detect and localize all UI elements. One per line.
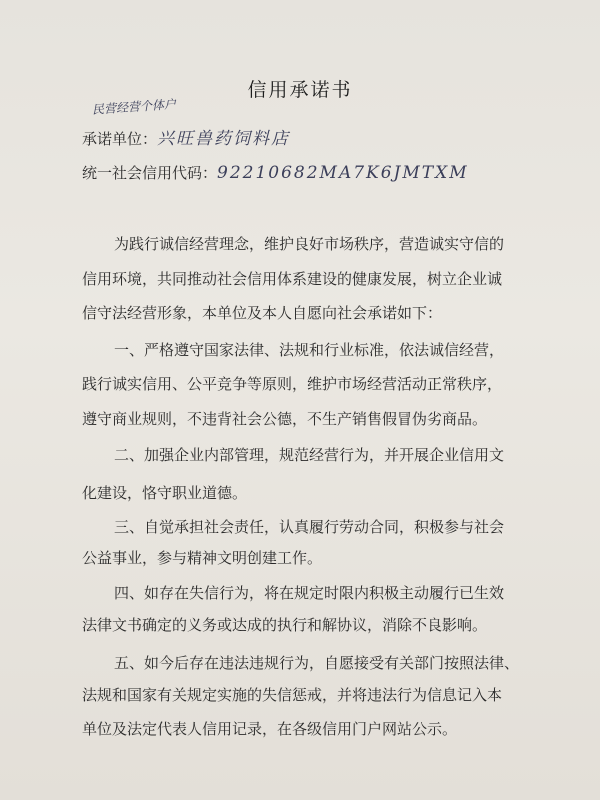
credit-code-label: 统一社会信用代码：: [82, 164, 218, 182]
item2-line: 化建设，恪守职业道德。: [82, 484, 248, 502]
item1-line: 一、严格遵守国家法律、法规和行业标准，依法诚信经营，: [114, 341, 505, 359]
item5-line: 五、如今后存在违法违规行为，自愿接受有关部门按照法律、: [114, 654, 520, 672]
unit-name-handwritten: 兴旺兽药饲料店: [157, 129, 291, 149]
item3-line: 公益事业，参与精神文明创建工作。: [82, 549, 323, 567]
item5-line: 法规和国家有关规定实施的失信惩戒，并将违法行为信息记入本: [82, 686, 503, 704]
intro-line: 为践行诚信经营理念，维护良好市场秩序，营造诚实守信的: [114, 235, 505, 253]
item1-line: 遵守商业规则，不违背社会公德，不生产销售假冒伪劣商品。: [82, 410, 488, 428]
document-title: 信用承诺书: [247, 79, 353, 101]
item4-line: 四、如存在失信行为，将在规定时限内积极主动履行已生效: [114, 584, 505, 602]
item1-line: 践行诚实信用、公平竞争等原则，维护市场经营活动正常秩序，: [82, 375, 503, 393]
intro-line: 信用环境，共同推动社会信用体系建设的健康发展，树立企业诚: [82, 270, 503, 288]
item3-line: 三、自觉承担社会责任，认真履行劳动合同，积极参与社会: [114, 518, 505, 536]
credit-code-handwritten: 92210682MA7K6JMTXM: [217, 163, 469, 183]
unit-label: 承诺单位：: [82, 130, 158, 148]
unit-line: [82, 124, 552, 149]
item2-line: 二、加强企业内部管理，规范经营行为，并开展企业信用文: [114, 446, 505, 464]
intro-line: 信守法经营形象，本单位及本人自愿向社会承诺如下：: [82, 304, 443, 322]
credit-code-line: [82, 162, 552, 183]
item5-line: 单位及法定代表人信用记录，在各级信用门户网站公示。: [82, 720, 458, 738]
handwritten-note: 民营经营个体户: [91, 97, 177, 117]
item4-line: 法律文书确定的义务或达成的执行和解协议，消除不良影响。: [82, 616, 488, 634]
